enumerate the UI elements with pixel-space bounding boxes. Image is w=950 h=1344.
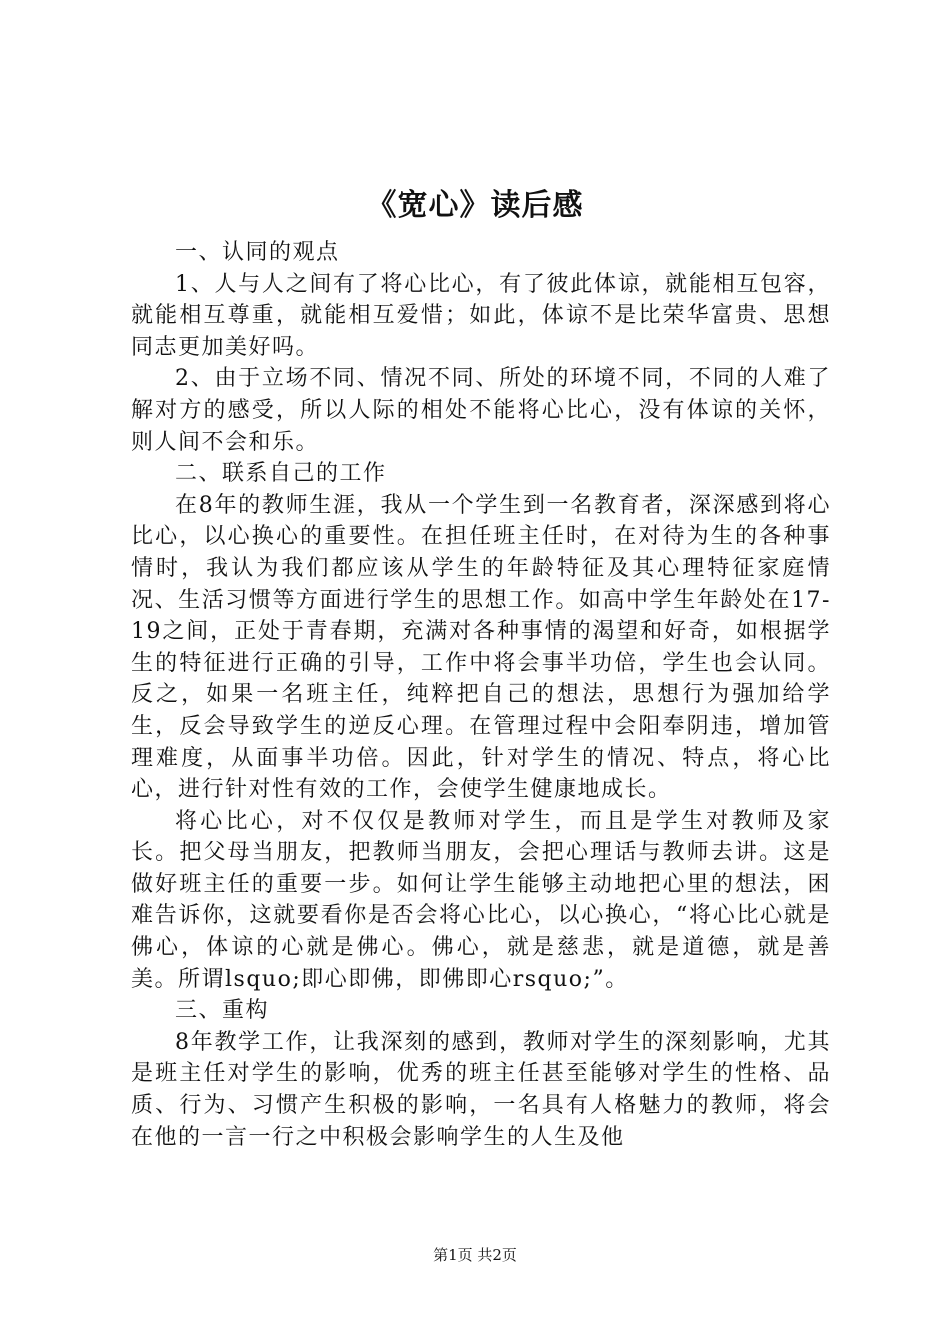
body-paragraph: 在8年的教师生涯，我从一个学生到一名教育者，深深感到将心比心，以心换心的重要性。在担任班主任时，在对待为生的各种事情时，我认为我们都应该从学生的年龄特征及其心理特征家庭情况、生活习惯等方面进行学生的思想工作。如高中学生年龄处在17-19之间，正处于青春期，充满对各种事情的渴望和好奇，如根据学生的特征进行正确的引导，工作中将会事半功倍，学生也会认同。反之，如果一名班主任，纯粹把自己的想法，思想行为强加给学生，反会导致学生的逆反心理。在管理过程中会阳奉阴违，增加管理难度，从面事半功倍。因此，针对学生的情况、特点，将心比心，进行针对性有效的工作，会使学生健康地成长。 bbox=[131, 492, 831, 803]
body-paragraph: 2、由于立场不同、情况不同、所处的环境不同，不同的人难了解对方的感受，所以人际的相处不能将心比心，没有体谅的关怀，则人间不会和乐。 bbox=[131, 366, 831, 455]
document-body bbox=[131, 237, 831, 1153]
body-paragraph: 1、人与人之间有了将心比心，有了彼此体谅，就能相互包容，就能相互尊重，就能相互爱惜；如此，体谅不是比荣华富贵、思想同志更加美好吗。 bbox=[131, 271, 831, 360]
section-heading: 一、认同的观点 bbox=[175, 240, 340, 265]
body-paragraph: 将心比心，对不仅仅是教师对学生，而且是学生对教师及家长。把父母当朋友，把教师当朋友，会把心理话与教师去讲。这是做好班主任的重要一步。如何让学生能够主动地把心里的想法，困难告诉你，这就要看你是否会将心比心，以心换心，“将心比心就是佛心，体谅的心就是佛心。佛心，就是慈悲，就是道德，就是善美。所谓lsquo;即心即佛，即佛即心rsquo;”。 bbox=[131, 808, 831, 992]
document-title: 《宽心》读后感 bbox=[366, 188, 584, 223]
section-heading: 二、联系自己的工作 bbox=[175, 461, 387, 487]
body-paragraph: 8年教学工作，让我深刻的感到，教师对学生的深刻影响，尤其是班主任对学生的影响，优秀的班主任甚至能够对学生的性格、品质、行为、习惯产生积极的影响，一名具有人格魅力的教师，将会在他的一言一行之中积极会影响学生的人生及他 bbox=[131, 1029, 831, 1150]
page-number-footer: 第1页 共2页 bbox=[433, 1246, 517, 1264]
section-heading: 三、重构 bbox=[175, 998, 270, 1024]
